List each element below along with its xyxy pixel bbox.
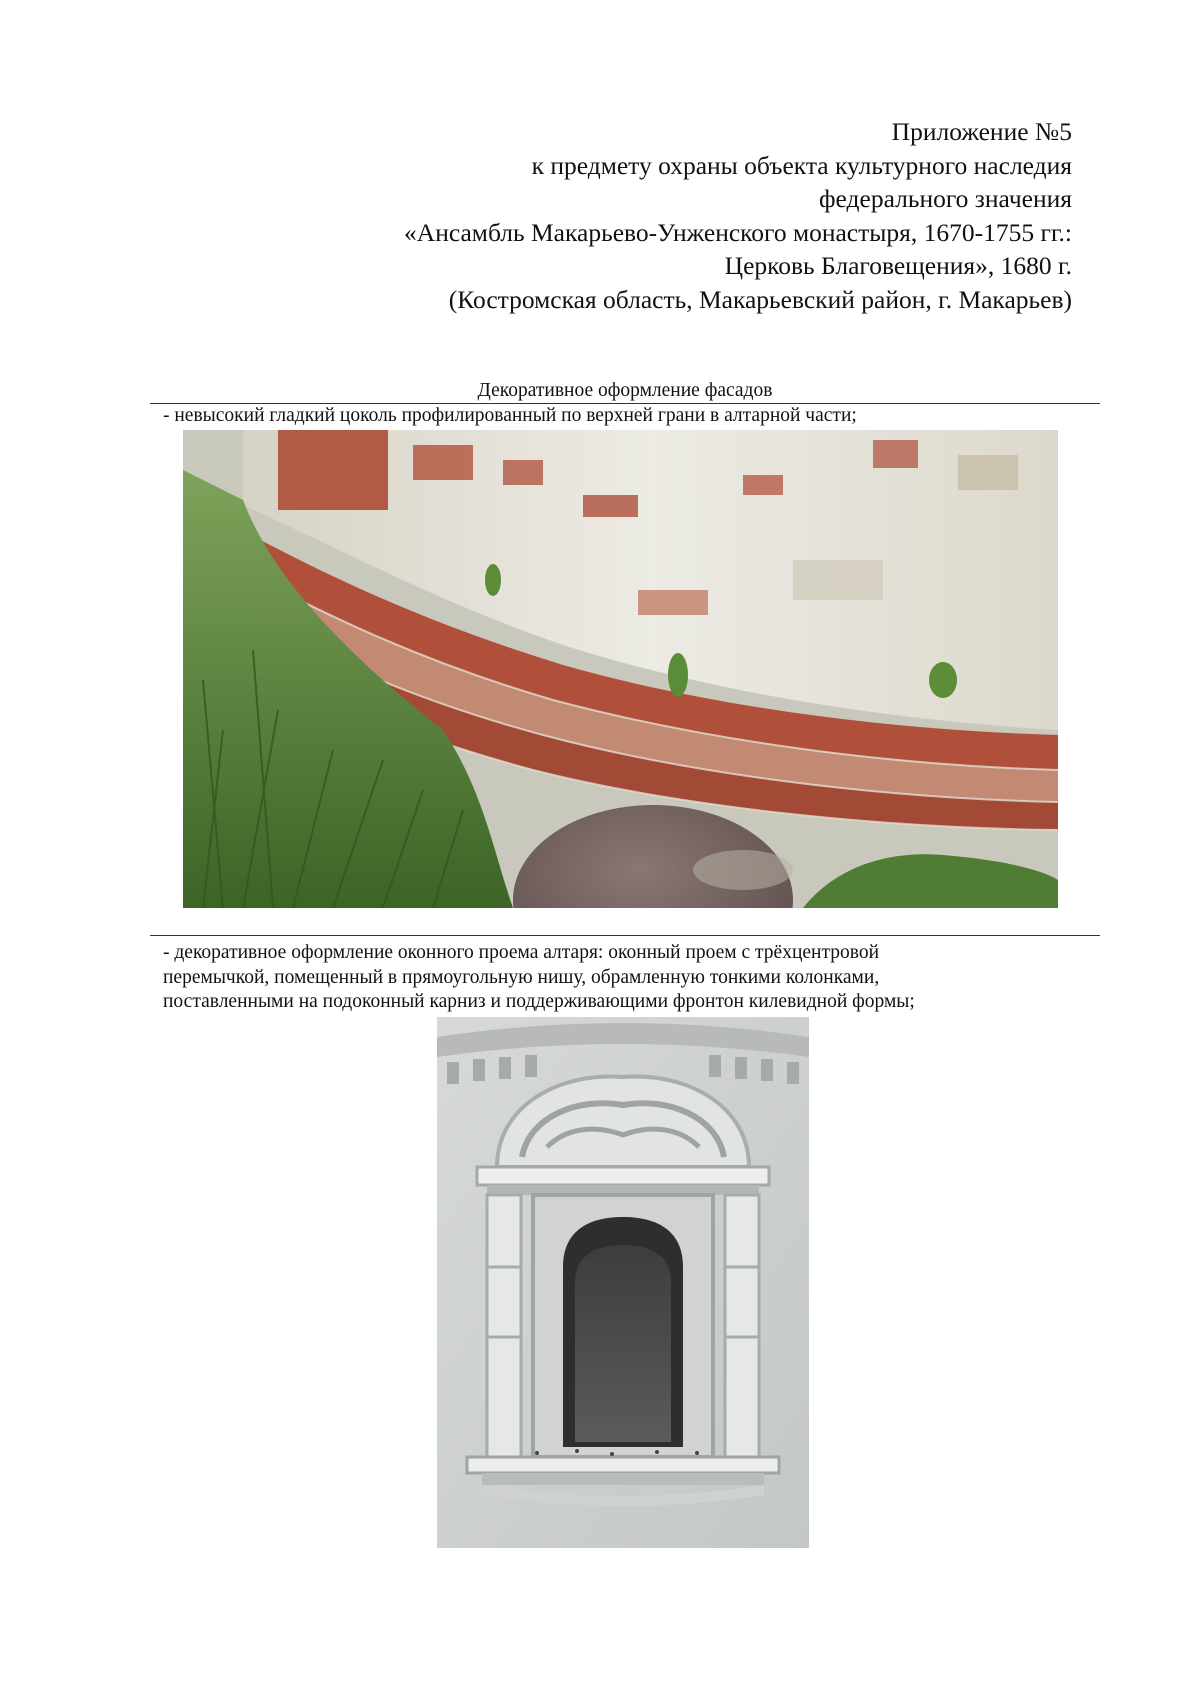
header-line: Приложение №5 xyxy=(891,117,1072,146)
item-2-description xyxy=(163,941,1093,1015)
item-2-line: перемычкой, помещенный в прямоугольную нишу, обрамленную тонкими колонками, xyxy=(163,966,880,988)
appendix-header xyxy=(172,115,1072,316)
item-1-line: - невысокий гладкий цоколь профилированный по верхней грани в алтарной части; xyxy=(163,405,857,426)
item-2-line: поставленными на подоконный карниз и поддерживающими фронтон килевидной формы; xyxy=(163,991,915,1012)
header-line: к предмету охраны объекта культурного наследия xyxy=(531,150,1072,180)
header-line: Церковь Благовещения», 1680 г. xyxy=(724,251,1072,280)
window-photo xyxy=(437,1017,809,1548)
section-title: Декоративное оформление фасадов xyxy=(477,380,773,401)
plinth-photo xyxy=(183,430,1058,908)
item-2-line: - декоративное оформление оконного проема алтаря: оконный проем с трёхцентровой xyxy=(163,942,880,963)
header-line: федерального значения xyxy=(819,184,1072,213)
header-line: (Костромская область, Макарьевский район, г. Макарьев) xyxy=(448,284,1072,314)
header-line: «Ансамбль Макарьево-Унженского монастыря, 1670-1755 гг.: xyxy=(404,217,1072,247)
item-1-description xyxy=(163,404,1093,429)
item-divider xyxy=(150,935,1100,936)
